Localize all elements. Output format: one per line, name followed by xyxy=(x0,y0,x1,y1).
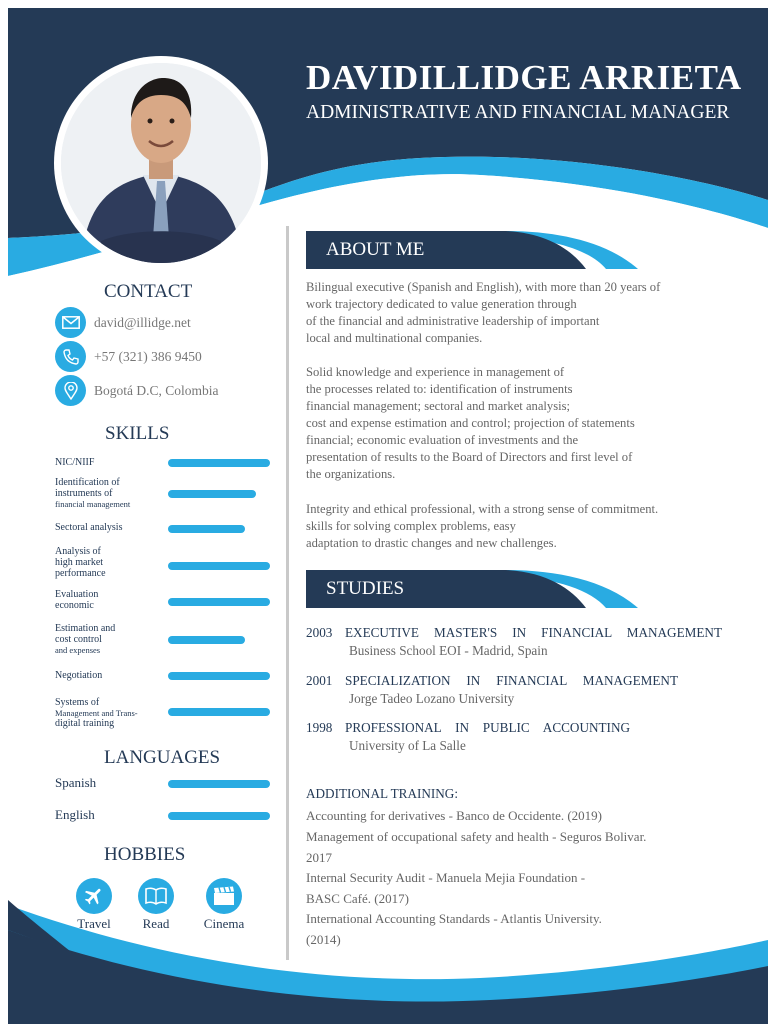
study-year: 2003 xyxy=(306,625,333,640)
study-institution: Jorge Tadeo Lozano University xyxy=(349,691,515,706)
about-title: ABOUT ME xyxy=(326,239,425,260)
skill-bar xyxy=(168,562,270,570)
language-bar-english xyxy=(168,812,270,820)
study-year: 1998 xyxy=(306,720,333,735)
hobby-label: Cinema xyxy=(203,916,245,931)
phone-icon xyxy=(55,341,86,372)
candidate-name: DAVIDILLIDGE ARRIETA xyxy=(306,58,742,97)
study-title: SPECIALIZATION IN FINANCIAL MANAGEMENT xyxy=(345,673,678,688)
skill-label: Systems of Management and Trans- digital training xyxy=(55,697,138,729)
skill-bar xyxy=(168,459,270,467)
study-entry xyxy=(306,673,678,707)
hobby-label: Travel xyxy=(77,916,111,931)
skill-label: Evaluation economic xyxy=(55,589,99,611)
about-paragraph: Bilingual executive (Spanish and English), with more than 20 years of work trajectory dedicated to value generation through of the financial and administrative leadership of important local and multinational companies. xyxy=(306,280,661,345)
language-spanish: Spanish xyxy=(55,775,97,790)
contact-email-row xyxy=(55,307,191,338)
training-item: (2014) xyxy=(306,932,341,947)
profile-photo xyxy=(61,63,261,263)
study-entry xyxy=(306,625,722,659)
hobbies-title: HOBBIES xyxy=(104,844,186,865)
skill-label: Analysis of high market performance xyxy=(55,546,106,579)
book-icon xyxy=(138,878,174,914)
hobby-label: Read xyxy=(142,916,170,931)
job-title: ADMINISTRATIVE AND FINANCIAL MANAGER xyxy=(306,102,730,123)
contact-location: Bogotá D.C, Colombia xyxy=(94,382,219,398)
study-institution: University of La Salle xyxy=(349,738,466,753)
hobby-read xyxy=(126,878,186,932)
study-title: PROFESSIONAL IN PUBLIC ACCOUNTING xyxy=(345,720,630,735)
skill-label: Estimation and cost control and expenses xyxy=(55,623,116,655)
contact-phone[interactable]: +57 (321) 386 9450 xyxy=(94,348,202,364)
skills-title: SKILLS xyxy=(105,423,170,444)
training-item: BASC Café. (2017) xyxy=(306,891,409,906)
location-pin-icon xyxy=(55,375,86,406)
skill-label: Identification of instruments of financial management xyxy=(55,477,131,509)
training-item: Management of occupational safety and health - Seguros Bolivar. xyxy=(306,829,647,844)
skill-bar xyxy=(168,490,256,498)
contact-email[interactable]: david@illidge.net xyxy=(94,314,191,330)
mail-icon xyxy=(55,307,86,338)
contact-title: CONTACT xyxy=(104,281,193,302)
studies-title: STUDIES xyxy=(326,578,405,599)
skill-bar xyxy=(168,708,270,716)
training-item: Internal Security Audit - Manuela Mejia Foundation - xyxy=(306,870,586,885)
training-item: 2017 xyxy=(306,850,332,865)
airplane-icon xyxy=(76,878,112,914)
skill-label: Sectoral analysis xyxy=(55,522,123,533)
skill-label: Negotiation xyxy=(55,670,103,681)
clapperboard-icon xyxy=(206,878,242,914)
training-item: International Accounting Standards - Atlantis University. xyxy=(306,911,602,926)
languages-title: LANGUAGES xyxy=(104,747,221,768)
contact-location-row xyxy=(55,375,219,406)
study-institution: Business School EOI - Madrid, Spain xyxy=(349,643,548,658)
contact-phone-row xyxy=(55,341,202,372)
skill-bar xyxy=(168,636,245,644)
about-paragraph: Integrity and ethical professional, with a strong sense of commitment. skills for solving complex problems, easy adaptation to drastic changes and new challenges. xyxy=(306,502,659,550)
about-paragraph: Solid knowledge and experience in management of the processes related to: identification of instruments financial management; sectoral and market analysis; cost and expense estimation and control; projection of statements financial; economic evaluation of investments and the presentation of results to the Board of Directors and first level of the organizations. xyxy=(306,365,635,481)
hobby-cinema xyxy=(194,878,254,932)
study-year: 2001 xyxy=(306,673,333,688)
study-entry xyxy=(306,720,630,754)
additional-training-title: ADDITIONAL TRAINING: xyxy=(306,786,458,801)
skill-bar xyxy=(168,525,245,533)
training-item: Accounting for derivatives - Banco de Occidente. (2019) xyxy=(306,808,603,823)
skill-bar xyxy=(168,672,270,680)
skill-label: NIC/NIIF xyxy=(55,457,95,468)
hobby-travel xyxy=(64,878,124,932)
study-title: EXECUTIVE MASTER'S IN FINANCIAL MANAGEMENT xyxy=(345,625,722,640)
column-divider xyxy=(286,226,289,960)
language-english: English xyxy=(55,807,95,822)
language-bar-spanish xyxy=(168,780,270,788)
skill-bar xyxy=(168,598,270,606)
